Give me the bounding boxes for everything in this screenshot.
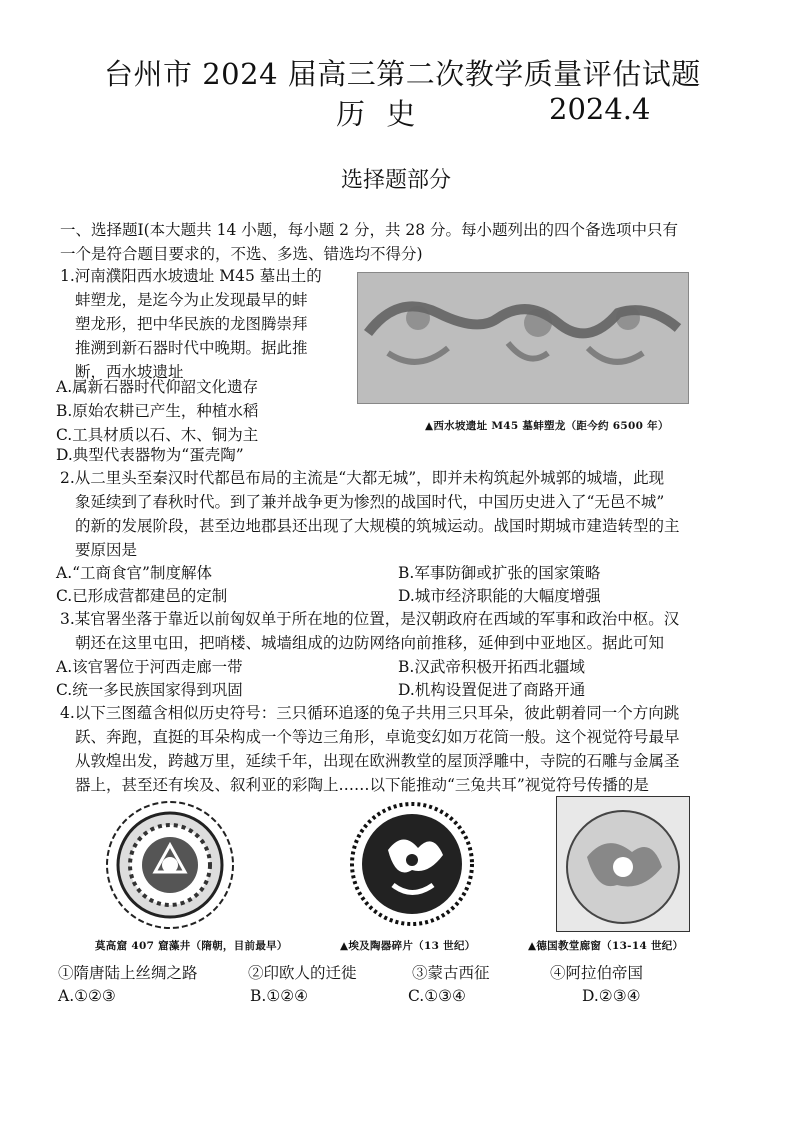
instructions-line-2: 一个是符合题目要求的，不选、多选、错选均不得分) bbox=[60, 245, 423, 263]
section-title: 选择题部分 bbox=[341, 168, 452, 193]
q3-option-d[interactable]: D.机构设置促进了商路开通 bbox=[398, 681, 586, 699]
q4-stem-4: 器上，甚至还有埃及、叙利亚的彩陶上……以下能推动“三兔共耳”视觉符号传播的是 bbox=[75, 776, 649, 794]
q4-caption-3: ▲德国教堂廊窗（13-14 世纪） bbox=[528, 940, 684, 952]
q1-stem-1: 1.河南濮阳西水坡遗址 M45 墓出土的 bbox=[60, 267, 322, 285]
q2-stem-2: 象延续到了春秋时代。到了兼并战争更为惨烈的战国时代，中国历史进入了“无邑不城” bbox=[75, 493, 665, 511]
german-church-window-image bbox=[556, 796, 690, 932]
q4-stem-3: 从敦煌出发，跨越万里，延续千年，出现在欧洲教堂的屋顶浮雕中，寺院的石雕与金属圣 bbox=[75, 752, 680, 770]
q3-stem-2: 朝还在这里屯田，把哨楼、城墙组成的边防网络向前推移，延伸到中亚地区。据此可知 bbox=[75, 634, 665, 652]
q2-option-a[interactable]: A.“工商食官”制度解体 bbox=[56, 564, 212, 582]
q1-option-a[interactable]: A.属新石器时代仰韶文化遗存 bbox=[56, 378, 259, 396]
q4-caption-1: 莫高窟 407 窟藻井（隋朝，目前最早） bbox=[95, 940, 288, 952]
q3-stem-1: 3.某官署坐落于靠近以前匈奴单于所在地的位置，是汉朝政府在西域的军事和政治中枢。汉 bbox=[60, 610, 680, 628]
q4-stem-2: 跃、奔跑，直挺的耳朵构成一个等边三角形，卓诡变幻如万花筒一般。这个视觉符号最早 bbox=[75, 728, 680, 746]
egypt-pottery-image bbox=[348, 800, 476, 928]
q1-option-c[interactable]: C.工具材质以石、木、铜为主 bbox=[56, 426, 259, 444]
mogao-caisson-image bbox=[105, 800, 235, 930]
q1-stem-4: 推溯到新石器时代中晚期。据此推 bbox=[75, 339, 308, 357]
exam-title: 台州市 2024 届高三第二次教学质量评估试题 bbox=[104, 57, 701, 91]
q4-option-a[interactable]: A.①②③ bbox=[58, 987, 116, 1005]
q4-option-d[interactable]: D.②③④ bbox=[582, 987, 641, 1005]
q3-option-c[interactable]: C.统一多民族国家得到巩固 bbox=[56, 681, 243, 699]
q2-stem-3: 的新的发展阶段，甚至边地郡县还出现了大规模的筑城运动。战国时期城市建造转型的主 bbox=[75, 517, 680, 535]
exam-date: 2024.4 bbox=[549, 92, 651, 126]
q2-stem-1: 2.从二里头至秦汉时代都邑布局的主流是“大都无城”，即并未构筑起外城郭的城墙，此现 bbox=[60, 469, 665, 487]
q3-option-a[interactable]: A.该官署位于河西走廊一带 bbox=[56, 658, 243, 676]
q2-option-b[interactable]: B.军事防御或扩张的国家策略 bbox=[398, 564, 601, 582]
q4-option-c[interactable]: C.①③④ bbox=[408, 987, 466, 1005]
q2-option-d[interactable]: D.城市经济职能的大幅度增强 bbox=[398, 587, 601, 605]
q4-item-4: ④阿拉伯帝国 bbox=[550, 964, 644, 982]
mussel-dragon-photo bbox=[357, 272, 689, 404]
q1-stem-2: 蚌塑龙，是迄今为止发现最早的蚌 bbox=[75, 291, 308, 309]
q4-option-b[interactable]: B.①②④ bbox=[250, 987, 309, 1005]
q1-stem-5: 断，西水坡遗址 bbox=[75, 363, 184, 381]
q4-stem-1: 4.以下三图蕴含相似历史符号：三只循环追逐的兔子共用三只耳朵，彼此朝着同一个方向跳 bbox=[60, 704, 680, 722]
exam-subject: 历 史 bbox=[336, 97, 422, 131]
q2-stem-4: 要原因是 bbox=[75, 541, 138, 559]
q4-item-3: ③蒙古西征 bbox=[412, 964, 490, 982]
q4-item-2: ②印欧人的迁徙 bbox=[248, 964, 357, 982]
q1-photo-caption: ▲西水坡遗址 M45 墓蚌塑龙（距今约 6500 年） bbox=[425, 420, 669, 432]
q1-stem-3: 塑龙形，把中华民族的龙图腾崇拜 bbox=[75, 315, 308, 333]
instructions-line-1: 一、选择题Ⅰ(本大题共 14 小题，每小题 2 分，共 28 分。每小题列出的四个备选项中只有 bbox=[60, 221, 679, 239]
q1-option-b[interactable]: B.原始农耕已产生，种植水稻 bbox=[56, 402, 259, 420]
q1-option-d[interactable]: D.典型代表器物为“蛋壳陶” bbox=[56, 446, 244, 464]
q3-option-b[interactable]: B.汉武帝积极开拓西北疆域 bbox=[398, 658, 585, 676]
q4-caption-2: ▲埃及陶器碎片（13 世纪） bbox=[340, 940, 476, 952]
q2-option-c[interactable]: C.已形成营都建邑的定制 bbox=[56, 587, 228, 605]
q4-item-1: ①隋唐陆上丝绸之路 bbox=[58, 964, 198, 982]
